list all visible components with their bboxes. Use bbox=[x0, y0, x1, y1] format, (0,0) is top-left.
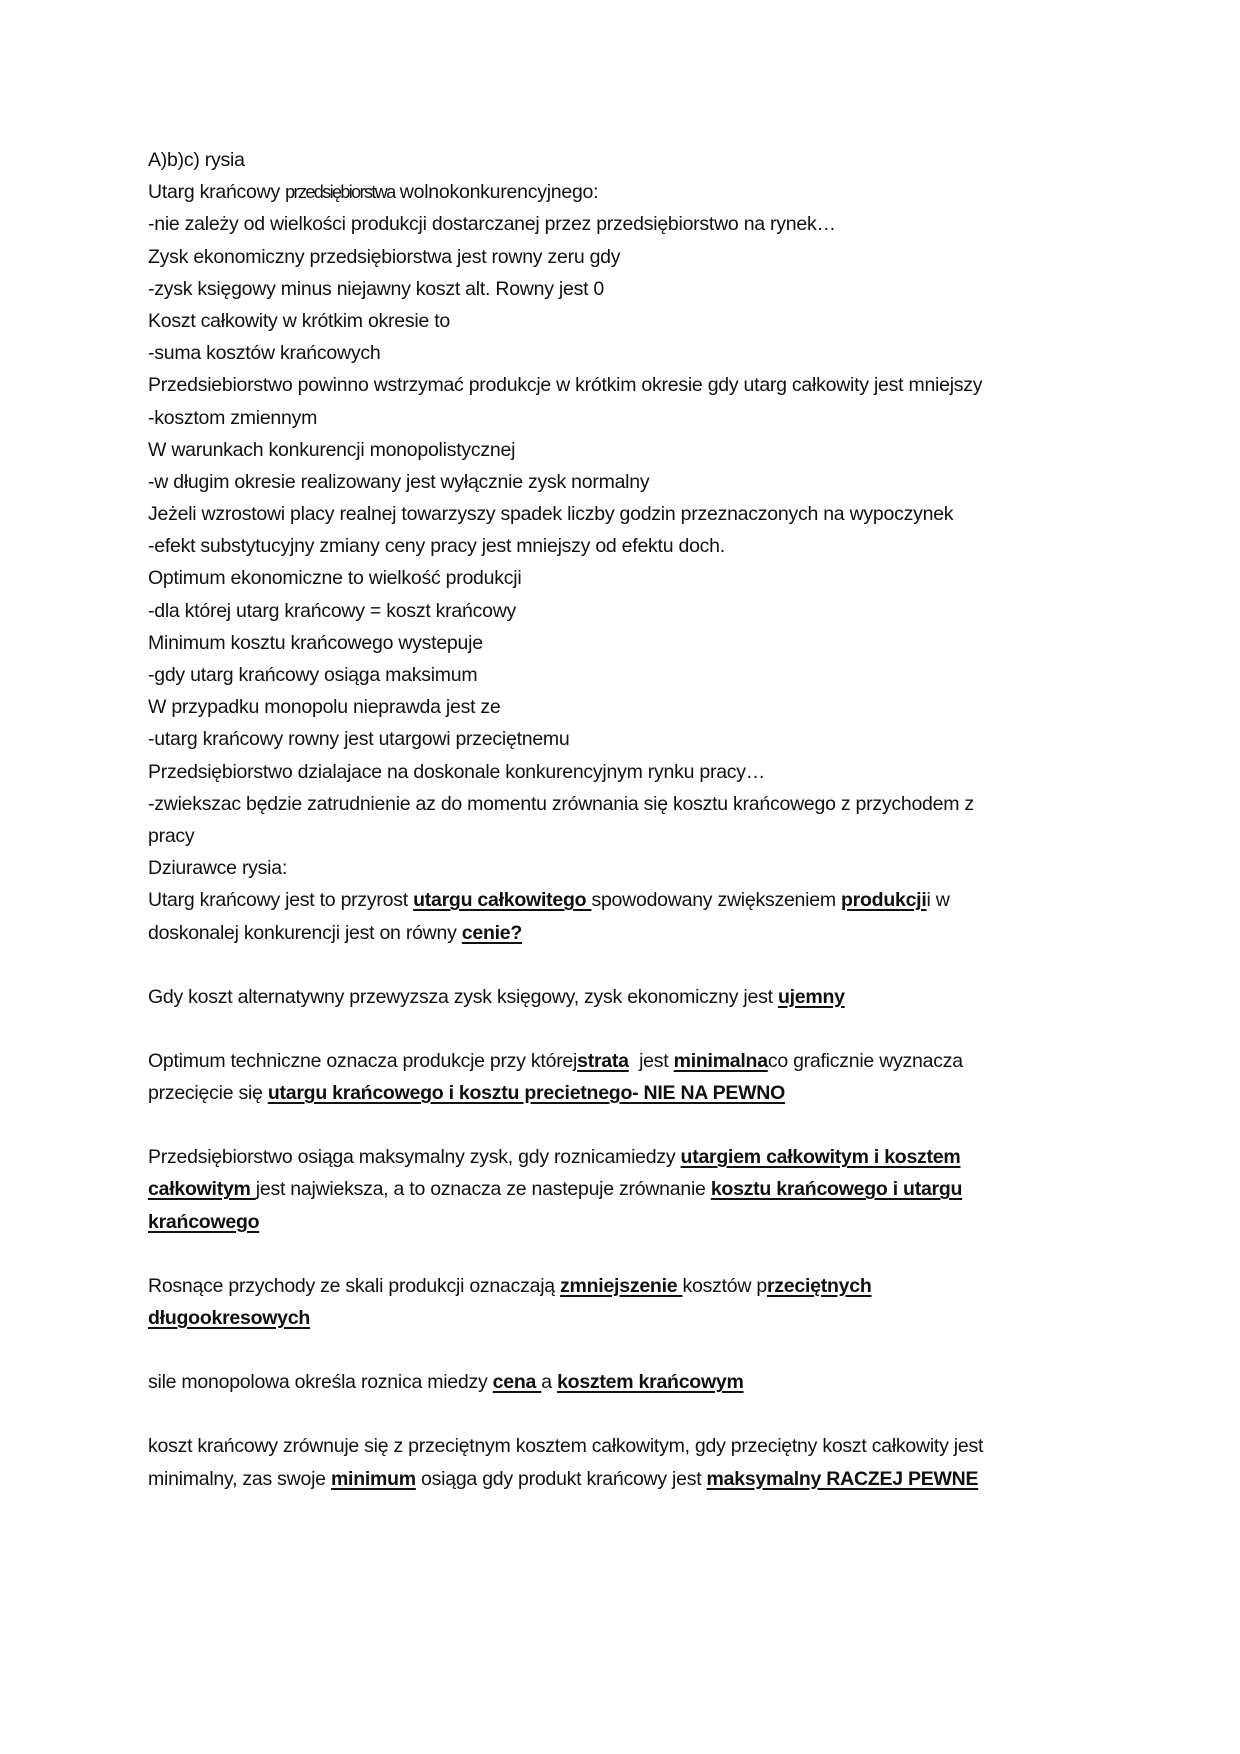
text-run: kosztów p bbox=[682, 1274, 767, 1297]
text-line: Zysk ekonomiczny przedsiębiorstwa jest rowny zeru gdy bbox=[148, 245, 621, 268]
text-line bbox=[148, 1302, 1148, 1334]
fill-paragraph bbox=[148, 1366, 1148, 1398]
text-line bbox=[148, 176, 1148, 208]
answer-term: cenie? bbox=[461, 921, 523, 944]
text-line bbox=[148, 884, 1148, 916]
text-line: Optimum ekonomiczne to wielkość produkcji bbox=[148, 567, 522, 590]
text-line: Minimum kosztu krańcowego wystepuje bbox=[148, 631, 483, 654]
fill-paragraph bbox=[148, 1270, 1148, 1334]
answer-term: długookresowych bbox=[148, 1307, 311, 1329]
text-line bbox=[148, 1173, 1148, 1205]
text-run: wolnokonkurencyjnego: bbox=[394, 181, 599, 204]
text-run: Utarg krańcowy jest to przyrost bbox=[148, 889, 414, 912]
answer-term: minimalna bbox=[673, 1049, 768, 1072]
text-run: spowodowany zwiększeniem bbox=[591, 889, 841, 912]
text-line bbox=[148, 1141, 1148, 1173]
text-run: jest najwieksza, a to oznacza ze nastepuje zrównanie bbox=[255, 1178, 711, 1201]
answer-term: utargu krańcowego i kosztu precietnego- NIE NA PEWNO bbox=[267, 1082, 785, 1105]
text-line bbox=[148, 1270, 1148, 1302]
text-line: -w długim okresie realizowany jest wyłącznie zysk normalny bbox=[148, 470, 650, 493]
text-line: -gdy utarg krańcowy osiąga maksimum bbox=[148, 664, 478, 686]
text-line: W warunkach konkurencji monopolistycznej bbox=[148, 438, 516, 461]
text-line bbox=[148, 1206, 1148, 1238]
text-run: jest bbox=[628, 1049, 674, 1072]
answer-term: utargu całkowitego bbox=[413, 889, 592, 912]
answer-term: rzeciętnych bbox=[766, 1274, 872, 1297]
text-line: -nie zależy od wielkości produkcji dostarczanej przez przedsiębiorstwo na rynek… bbox=[148, 213, 836, 236]
text-line: Jeżeli wzrostowi placy realnej towarzyszy spadek liczby godzin przeznaczonych na wypoczynek bbox=[148, 503, 954, 526]
text-run: Rosnące przychody ze skali produkcji oznaczają bbox=[148, 1274, 561, 1297]
text-line: -kosztom zmiennym bbox=[148, 406, 318, 429]
fill-paragraph bbox=[148, 1430, 1148, 1494]
answer-term: maksymalny RACZEJ PEWNE bbox=[706, 1467, 979, 1490]
text-line: -dla której utarg krańcowy = koszt krańcowy bbox=[148, 599, 517, 622]
text-line: Koszt całkowity w krótkim okresie to bbox=[148, 309, 451, 332]
text-run: przedsiębiorstwa bbox=[285, 182, 395, 203]
answer-term: utargiem całkowitym i kosztem bbox=[680, 1146, 961, 1169]
text-run: i w bbox=[926, 889, 950, 912]
answer-term: ujemny bbox=[777, 985, 845, 1008]
document-page bbox=[148, 144, 1148, 1495]
text-line: -zwiekszac będzie zatrudnienie az do momentu zrównania się kosztu krańcowego z przychodem z bbox=[148, 792, 974, 815]
text-line: W przypadku monopolu nieprawda jest ze bbox=[148, 696, 501, 719]
text-line: -efekt substytucyjny zmiany ceny pracy jest mniejszy od efektu doch. bbox=[148, 535, 725, 558]
text-line: Dziurawce rysia: bbox=[148, 857, 288, 880]
text-run: Gdy koszt alternatywny przewyzsza zysk księgowy, zysk ekonomiczny jest bbox=[148, 985, 778, 1008]
text-run: minimalny, zas swoje bbox=[148, 1467, 331, 1490]
answer-term: minimum bbox=[330, 1467, 416, 1490]
question-list bbox=[148, 144, 1148, 949]
text-line bbox=[148, 981, 1148, 1013]
text-run: sile monopolowa określa roznica miedzy bbox=[148, 1371, 493, 1394]
fill-paragraph bbox=[148, 981, 1148, 1013]
answer-term: zmniejszenie bbox=[560, 1274, 683, 1297]
text-run: Przedsiębiorstwo osiąga maksymalny zysk, gdy roznicamiedzy bbox=[148, 1146, 681, 1169]
answer-term: całkowitym bbox=[148, 1178, 256, 1201]
answer-term: kosztem krańcowym bbox=[557, 1371, 744, 1394]
text-line: -utarg krańcowy rowny jest utargowi przeciętnemu bbox=[148, 728, 570, 751]
text-run: przecięcie się bbox=[148, 1082, 268, 1105]
text-line bbox=[148, 1463, 1148, 1495]
text-line: koszt krańcowy zrównuje się z przeciętnym kosztem całkowitym, gdy przeciętny koszt całkowity jest bbox=[148, 1435, 984, 1458]
text-line: Przedsiebiorstwo powinno wstrzymać produkcje w krótkim okresie gdy utarg całkowity jest mniejszy bbox=[148, 374, 983, 397]
text-line: -suma kosztów krańcowych bbox=[148, 342, 381, 365]
text-run: co graficznie wyznacza bbox=[767, 1049, 963, 1072]
fill-paragraph bbox=[148, 1141, 1148, 1238]
text-line: pracy bbox=[148, 824, 195, 847]
text-line bbox=[148, 917, 1148, 949]
text-run: a bbox=[541, 1371, 558, 1394]
text-line: Przedsiębiorstwo dzialajace na doskonale konkurencyjnym rynku pracy… bbox=[148, 760, 766, 783]
answer-term: produkcji bbox=[841, 889, 927, 912]
answer-term: cena bbox=[492, 1371, 542, 1394]
text-run: doskonalej konkurencji jest on równy bbox=[148, 921, 462, 944]
answer-term: kosztu krańcowego i utargu bbox=[710, 1178, 963, 1201]
fill-paragraph bbox=[148, 1045, 1148, 1109]
text-run: Optimum techniczne oznacza produkcje przy której bbox=[148, 1049, 578, 1072]
answer-term: krańcowego bbox=[148, 1210, 260, 1233]
text-line bbox=[148, 1045, 1148, 1077]
text-line bbox=[148, 1366, 1148, 1398]
answer-term: strata bbox=[577, 1049, 629, 1072]
text-run: Utarg krańcowy bbox=[148, 181, 286, 204]
text-line: A)b)c) rysia bbox=[148, 149, 245, 171]
text-line bbox=[148, 1077, 1148, 1109]
text-line: -zysk księgowy minus niejawny koszt alt. Rowny jest 0 bbox=[148, 277, 604, 300]
text-run: osiąga gdy produkt krańcowy jest bbox=[415, 1467, 707, 1490]
